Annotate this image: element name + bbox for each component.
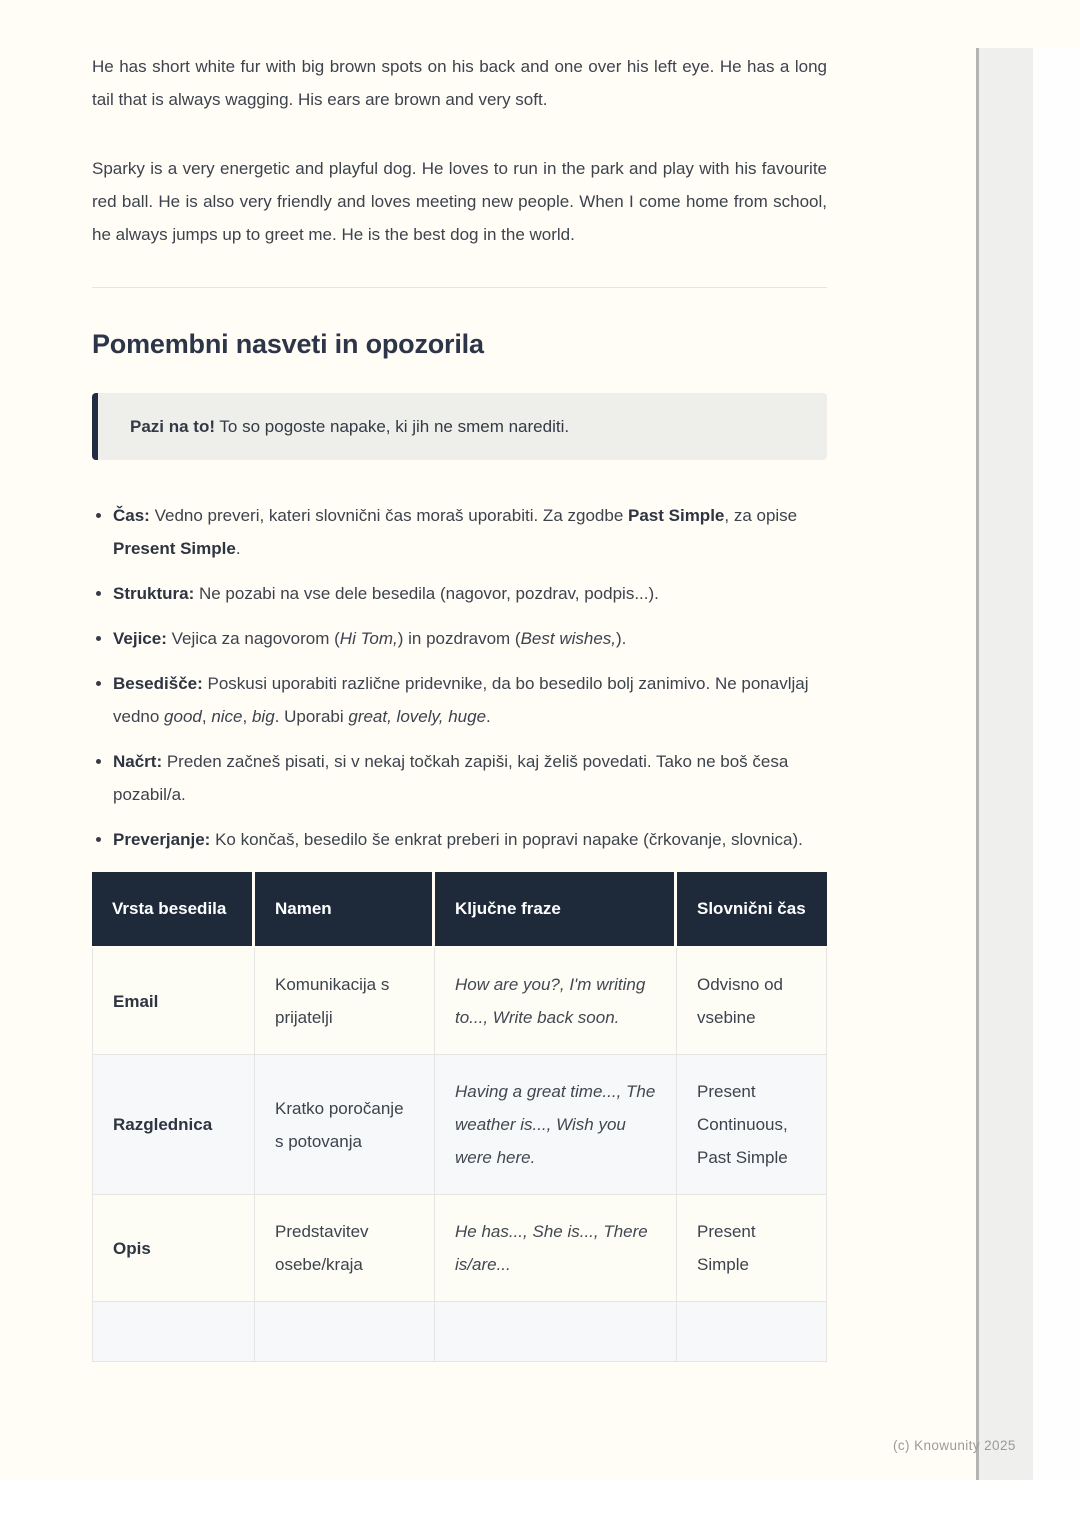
document-content (92, 0, 827, 1362)
cell-tense: Odvisno od vsebine (677, 948, 827, 1055)
cell-empty (92, 1302, 255, 1362)
tip-struktura: Struktura: Ne pozabi na vse dele besedila (nagovor, pozdrav, podpis...). (92, 577, 827, 610)
section-divider (92, 287, 827, 288)
paragraph-dog-character: Sparky is a very energetic and playful dog. He loves to run in the park and play with his favourite red ball. He is also very friendly and loves meeting new people. When I come home from school, he always jumps up to greet me. He is the best dog in the world. (92, 159, 827, 244)
cell-purpose: Komunikacija s prijatelji (255, 948, 435, 1055)
cell-type: Opis (92, 1195, 255, 1302)
cell-empty (255, 1302, 435, 1362)
header-kljucne-fraze: Ključne fraze (435, 872, 677, 948)
watermark: (c) Knowunity 2025 (893, 1438, 1016, 1453)
cell-phrases: How are you?, I'm writing to..., Write back soon. (435, 948, 677, 1055)
cell-tense: Present Continuous, Past Simple (677, 1055, 827, 1195)
table-row-opis (92, 1195, 827, 1302)
warning-callout (92, 393, 827, 460)
tip-nacrt: Načrt: Preden začneš pisati, si v nekaj točkah zapiši, kaj želiš povedati. Tako ne boš česa pozabil/a. (92, 745, 827, 811)
table-row-email (92, 948, 827, 1055)
callout-lead: Pazi na to! (130, 417, 216, 436)
tip-cas: Čas: Vedno preveri, kateri slovnični čas moraš uporabiti. Za zgodbe Past Simple, za opise Present Simple. (92, 499, 827, 565)
tip-vejice: Vejice: Vejica za nagovorom (Hi Tom,) in pozdravom (Best wishes,). (92, 622, 827, 655)
tip-preverjanje: Preverjanje: Ko končaš, besedilo še enkrat preberi in popravi napake (črkovanje, slovnica). (92, 823, 827, 856)
section-heading: Pomembni nasveti in opozorila (92, 329, 484, 359)
scrollbar-thumb[interactable] (976, 48, 979, 1480)
text-types-table (92, 872, 827, 1362)
paragraph-dog-appearance: He has short white fur with big brown spots on his back and one over his left eye. He has a long tail that is always wagging. His ears are brown and very soft. (92, 57, 827, 109)
callout-text: To so pogoste napake, ki jih ne smem narediti. (215, 417, 570, 436)
header-namen: Namen (255, 872, 435, 948)
table-row-razglednica (92, 1055, 827, 1195)
header-vrsta-besedila: Vrsta besedila (92, 872, 255, 948)
cell-type: Razglednica (92, 1055, 255, 1195)
cell-purpose: Kratko poročanje s potovanja (255, 1055, 435, 1195)
cell-type: Email (92, 948, 255, 1055)
tip-besedisce: Besedišče: Poskusi uporabiti različne pridevnike, da bo besedilo bolj zanimivo. Ne ponavljaj vedno good, nice, big. Uporabi great, lovely, huge. (92, 667, 827, 733)
cell-empty (677, 1302, 827, 1362)
viewer-right-gutter (1033, 48, 1080, 1480)
header-slovnicni-cas: Slovnični čas (677, 872, 827, 948)
cell-tense: Present Simple (677, 1195, 827, 1302)
table-header-row (92, 872, 827, 948)
cell-phrases: He has..., She is..., There is/are... (435, 1195, 677, 1302)
cell-empty (435, 1302, 677, 1362)
table-row-partial (92, 1302, 827, 1362)
cell-purpose: Predstavitev osebe/kraja (255, 1195, 435, 1302)
cell-phrases: Having a great time..., The weather is..., Wish you were here. (435, 1055, 677, 1195)
scrollbar-track[interactable] (976, 48, 1033, 1480)
tips-list (92, 499, 827, 856)
